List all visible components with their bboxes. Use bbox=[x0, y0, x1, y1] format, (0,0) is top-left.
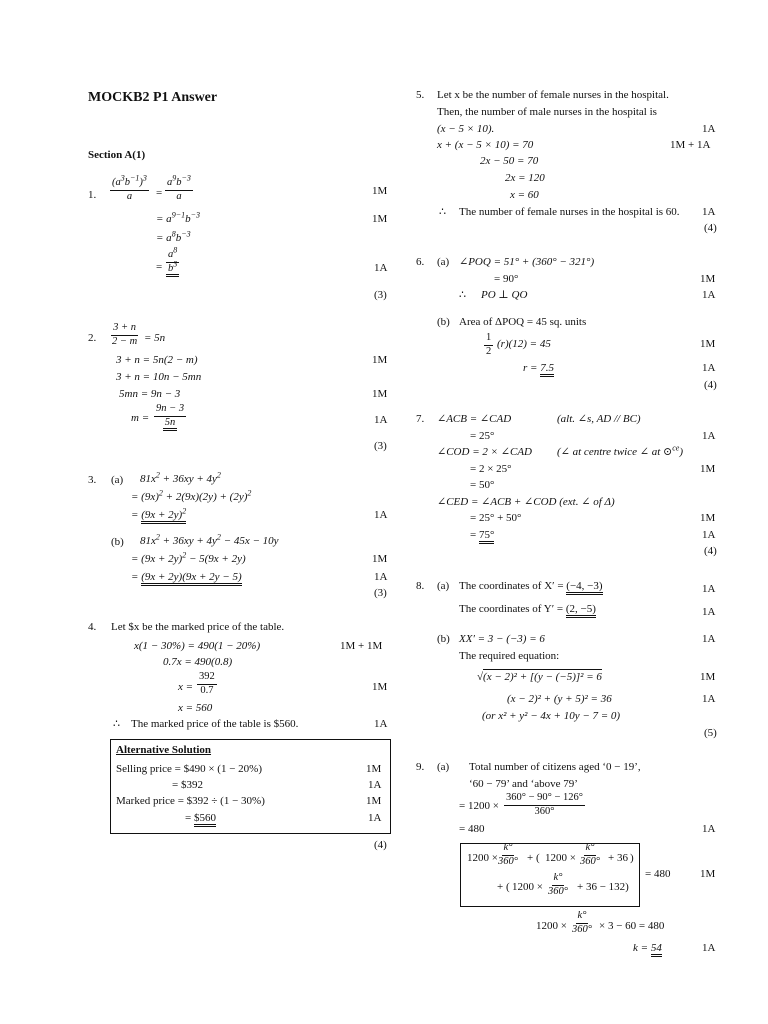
mark: 1M bbox=[700, 338, 716, 350]
therefore-symbol: ∴ bbox=[113, 718, 120, 730]
math-line: = 50° bbox=[470, 479, 495, 491]
math-line: The coordinates of X′ = (−4, −3) bbox=[459, 581, 603, 592]
mark: 1M bbox=[372, 681, 388, 693]
math-line: = 25° bbox=[470, 430, 495, 442]
math-line: = 90° bbox=[494, 273, 519, 285]
math-line: = 480 bbox=[459, 823, 485, 835]
question-number: 8. bbox=[416, 580, 425, 592]
math-line: = bbox=[156, 261, 163, 273]
math-line: (r)(12) = 45 bbox=[497, 338, 551, 350]
math-line: ∠POQ = 51° + (360° − 321°) bbox=[459, 256, 595, 268]
math-line: The coordinates of Y′ = (2, −5) bbox=[459, 604, 596, 615]
text-line: Total number of citizens aged ‘0 − 19’, bbox=[469, 761, 641, 773]
mark: 1A bbox=[374, 414, 388, 426]
math-line: = $(9x)^2 + 2(9x)(2y) + (2y)^2$ bbox=[131, 488, 252, 503]
answer-fraction: $\frac{9n - 3}{5n}$ bbox=[154, 404, 186, 431]
math-line: 5mn = 9n − 3 bbox=[119, 388, 181, 400]
question-number: 9. bbox=[416, 761, 425, 773]
math-line: PO ⊥ QO bbox=[481, 289, 528, 301]
fraction: $\frac{k^\circ}{360^\circ}$ bbox=[548, 872, 568, 897]
question-number: 5. bbox=[416, 89, 425, 101]
math-term: = 480 bbox=[645, 868, 671, 880]
math-line: ∠COD = 2 × ∠CAD bbox=[437, 446, 533, 458]
math-line: x = 60 bbox=[510, 189, 539, 201]
math-line: 0.7x = 490(0.8) bbox=[163, 656, 233, 668]
mark: 1A bbox=[374, 571, 388, 583]
fraction: $\frac{1}{2}$ bbox=[486, 332, 492, 357]
math-line: × 3 − 60 = 480 bbox=[599, 920, 665, 932]
math-line: (x − 2)² + (y + 5)² = 36 bbox=[507, 693, 612, 705]
fraction: $\frac{k^\circ}{360^\circ}$ bbox=[498, 842, 518, 867]
math-term: + ( bbox=[497, 881, 510, 893]
math-term: 1200 × bbox=[545, 852, 576, 864]
part-label: (b) bbox=[437, 316, 450, 328]
text-line: ‘60 − 79’ and ‘above 79’ bbox=[469, 778, 578, 790]
fraction: $\frac{(a^3b^{-1})^3}{a}$ bbox=[112, 173, 147, 202]
mark: 1A bbox=[368, 779, 382, 791]
conclusion: The number of female nurses in the hospital is 60. bbox=[459, 206, 680, 218]
math-line: 2x − 50 = 70 bbox=[480, 155, 539, 167]
text-line: Then, the number of male nurses in the hospital is bbox=[437, 106, 657, 118]
math-line: x + (x − 5 × 10) = 70 bbox=[437, 139, 534, 151]
math-line: = 25° + 50° bbox=[470, 512, 522, 524]
mark: 1M bbox=[372, 354, 388, 366]
math-line: = 1200 × bbox=[459, 800, 499, 812]
text-line: Let $x be the marked price of the table. bbox=[111, 621, 285, 633]
math-term: 1200 × bbox=[467, 852, 498, 864]
math-line: = 2 × 25° bbox=[470, 463, 512, 475]
alt-line: = $560 bbox=[185, 813, 216, 824]
math-line: r = 7.5 bbox=[523, 363, 554, 374]
alt-line: Selling price = $490 × (1 − 20%) bbox=[116, 763, 263, 775]
mark: 1A bbox=[702, 362, 716, 374]
math-line: = $a^{9-1}b^{-3}$ bbox=[156, 210, 200, 225]
mark: 1A bbox=[374, 509, 388, 521]
mark: 1A bbox=[702, 123, 716, 135]
math-line: XX′ = 3 − (−3) = 6 bbox=[459, 633, 545, 645]
math-line: = $a^8b^{-3}$ bbox=[156, 229, 191, 244]
math-line: $81x^2 + 36xy + 4y^2 - 45x - 10y$ bbox=[140, 532, 279, 547]
question-number: 4. bbox=[88, 621, 97, 633]
mark: 1A bbox=[702, 823, 716, 835]
section-heading: Section A(1) bbox=[88, 149, 146, 161]
total-marks: (4) bbox=[374, 839, 387, 851]
mark: 1M bbox=[372, 213, 388, 225]
alt-title: Alternative Solution bbox=[116, 744, 212, 756]
equals: = bbox=[156, 187, 163, 199]
alt-line: = $392 bbox=[172, 779, 203, 791]
reason: (∠ at centre twice ∠ at ⊙$^{ce}$) bbox=[557, 443, 683, 458]
math-line: m = bbox=[131, 412, 150, 424]
math-term: 1200 × bbox=[512, 881, 543, 893]
mark: 1A bbox=[368, 812, 382, 824]
math-line: (x − 5 × 10). bbox=[437, 123, 495, 135]
answer-line: = (9x + 2y)(9x + 2y − 5) bbox=[131, 572, 242, 583]
math-line: 3 + n = 10n − 5mn bbox=[116, 371, 202, 383]
mark: 1A bbox=[702, 206, 716, 218]
math-line: x = bbox=[178, 681, 194, 693]
mark: 1M bbox=[700, 512, 716, 524]
math-term: + 36 bbox=[608, 852, 628, 864]
text-line: Let x be the number of female nurses in the hospital. bbox=[437, 89, 669, 101]
text-line: Area of ΔPOQ = 45 sq. units bbox=[459, 316, 587, 328]
mark: 1A bbox=[702, 693, 716, 705]
mark: 1M bbox=[372, 388, 388, 400]
mark: 1M bbox=[372, 553, 388, 565]
mark: 1M bbox=[700, 671, 716, 683]
mark: 1A bbox=[374, 718, 388, 730]
total-marks: (4) bbox=[704, 379, 717, 391]
math-line: 2x = 120 bbox=[505, 172, 545, 184]
mark: 1A bbox=[702, 430, 716, 442]
question-number: 2. bbox=[88, 332, 97, 344]
mark: 1A bbox=[702, 583, 716, 595]
total-marks: (4) bbox=[704, 545, 717, 557]
mark: 1M bbox=[700, 463, 716, 475]
fraction: $\frac{k^\circ}{360^\circ}$ bbox=[580, 842, 600, 867]
mark: 1M bbox=[366, 795, 382, 807]
math-line: ∠CED = ∠ACB + ∠COD (ext. ∠ of Δ) bbox=[437, 496, 615, 508]
math-term: ) bbox=[630, 852, 634, 864]
alt-line: Marked price = $392 ÷ (1 − 30%) bbox=[116, 795, 265, 807]
part-label: (a) bbox=[437, 256, 450, 268]
question-number: 1. bbox=[88, 189, 97, 201]
fraction: $\frac{3 + n}{2 - m}$ bbox=[112, 322, 138, 347]
mark: 1M + 1A bbox=[670, 139, 711, 151]
mark: 1A bbox=[702, 529, 716, 541]
total-marks: (5) bbox=[704, 727, 717, 739]
total-marks: (3) bbox=[374, 289, 387, 301]
mark: 1M bbox=[372, 185, 388, 197]
mark: 1M bbox=[700, 273, 716, 285]
math-line: = $(9x + 2y)^2 - 5(9x + 2y)$ bbox=[131, 550, 246, 565]
mark: 1A bbox=[702, 289, 716, 301]
mark: 1M bbox=[366, 763, 382, 775]
part-label: (a) bbox=[437, 761, 450, 773]
math-line: ∠ACB = ∠CAD bbox=[437, 413, 512, 425]
fraction: $\frac{360^\circ - 90^\circ - 126^\circ}{360^\circ}$ bbox=[506, 792, 583, 817]
fraction: $\frac{392}{0.7}$ bbox=[199, 671, 215, 696]
math-line: (or x² + y² − 4x + 10y − 7 = 0) bbox=[482, 710, 621, 722]
total-marks: (3) bbox=[374, 587, 387, 599]
total-marks: (4) bbox=[704, 222, 717, 234]
part-label: (b) bbox=[111, 536, 124, 548]
math-line: $81x^2 + 36xy + 4y^2$ bbox=[140, 470, 221, 485]
math-line: 3 + n = 5n(2 − m) bbox=[116, 354, 198, 366]
conclusion: The marked price of the table is $560. bbox=[131, 718, 299, 730]
part-label: (a) bbox=[111, 474, 124, 486]
therefore-symbol: ∴ bbox=[439, 206, 446, 218]
page-title: MOCKB2 P1 Answer bbox=[88, 90, 218, 105]
text-line: The required equation: bbox=[459, 650, 560, 662]
math-line: x(1 − 30%) = 490(1 − 20%) bbox=[134, 640, 261, 652]
fraction: $\frac{a^9b^{-3}}{a}$ bbox=[167, 173, 191, 202]
therefore-symbol: ∴ bbox=[459, 289, 466, 301]
answer-line: = $(9x + 2y)^2$ bbox=[131, 510, 186, 521]
math-term: + ( bbox=[527, 852, 540, 864]
answer-line: k = 54 bbox=[633, 943, 662, 954]
math-line: √(x − 2)² + [(y − (−5)]² = 6 bbox=[477, 671, 602, 683]
question-number: 7. bbox=[416, 413, 425, 425]
fraction: $\frac{k^\circ}{360^\circ}$ bbox=[572, 910, 592, 935]
question-number: 6. bbox=[416, 256, 425, 268]
answer-fraction: $\frac{a^8}{b^3}$ bbox=[166, 250, 179, 277]
math-line: x = 560 bbox=[178, 702, 213, 714]
reason: (alt. ∠s, AD // BC) bbox=[557, 413, 641, 425]
mark: 1A bbox=[702, 606, 716, 618]
total-marks: (3) bbox=[374, 440, 387, 452]
mark: 1A bbox=[374, 262, 388, 274]
mark: 1A bbox=[702, 942, 716, 954]
answer-line: = 75° bbox=[470, 530, 494, 541]
math-line: 1200 × bbox=[536, 920, 567, 932]
part-label: (a) bbox=[437, 580, 450, 592]
question-number: 3. bbox=[88, 474, 97, 486]
mark: 1M + 1M bbox=[340, 640, 383, 652]
math-line: = 5n bbox=[144, 332, 166, 344]
part-label: (b) bbox=[437, 633, 450, 645]
mark: 1A bbox=[702, 633, 716, 645]
math-term: + 36 − 132) bbox=[577, 881, 629, 893]
mark: 1M bbox=[700, 868, 716, 880]
